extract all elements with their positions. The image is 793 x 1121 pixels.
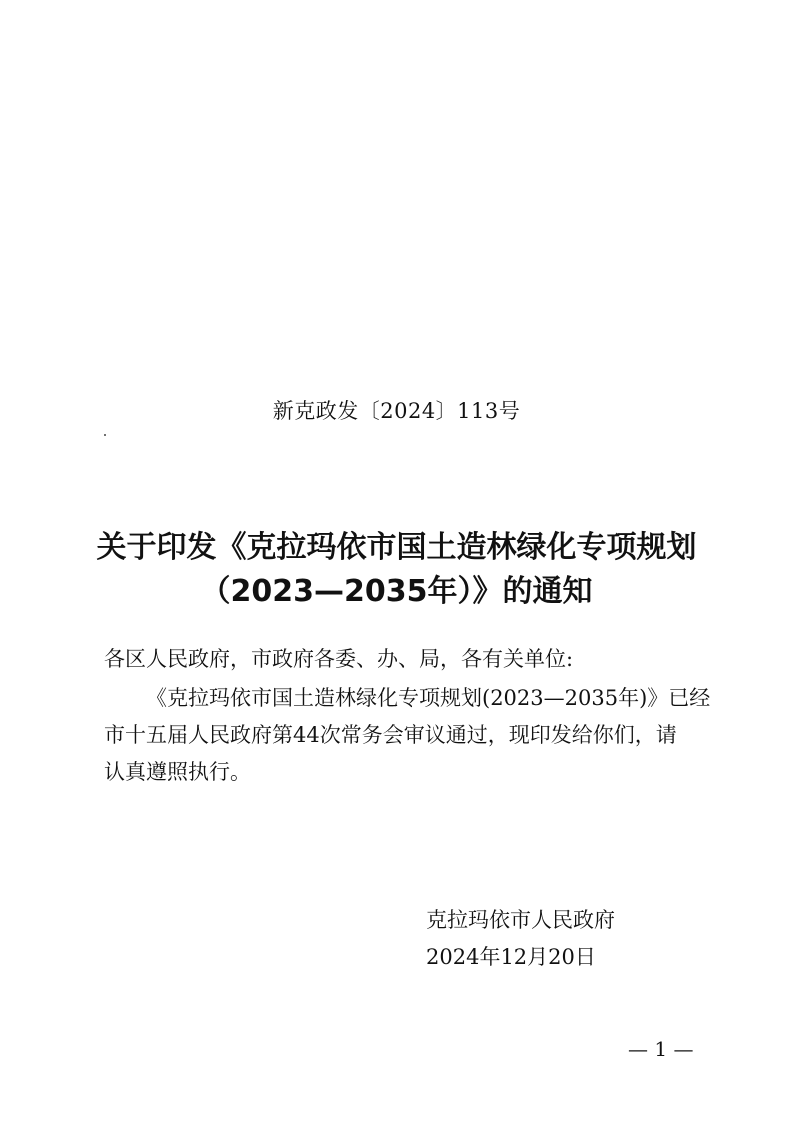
title-line-2: （2023—2035年）》的通知 xyxy=(200,574,593,609)
issuer-name: 克拉玛依市人民政府 xyxy=(426,908,615,932)
addressee: 各区人民政府，市政府各委、办、局，各有关单位: xyxy=(104,647,574,671)
body-paragraph xyxy=(104,680,711,791)
page-number: — 1 — xyxy=(628,1037,694,1061)
title-line-1: 关于印发《克拉玛依市国土造林绿化专项规划 xyxy=(96,530,697,565)
scan-speck xyxy=(104,434,106,436)
body-line-2: 市十五届人民政府第44次常务会审议通过，现印发给你们，请 xyxy=(104,723,677,747)
issue-date: 2024年12月20日 xyxy=(426,945,596,969)
document-title xyxy=(80,526,713,614)
body-line-3: 认真遵照执行。 xyxy=(104,760,251,784)
signature-block xyxy=(426,902,615,976)
document-number: 新克政发〔2024〕113号 xyxy=(272,399,521,423)
body-line-1: 《克拉玛依市国土造林绿化专项规划(2023—2035年)》已经 xyxy=(146,686,711,710)
